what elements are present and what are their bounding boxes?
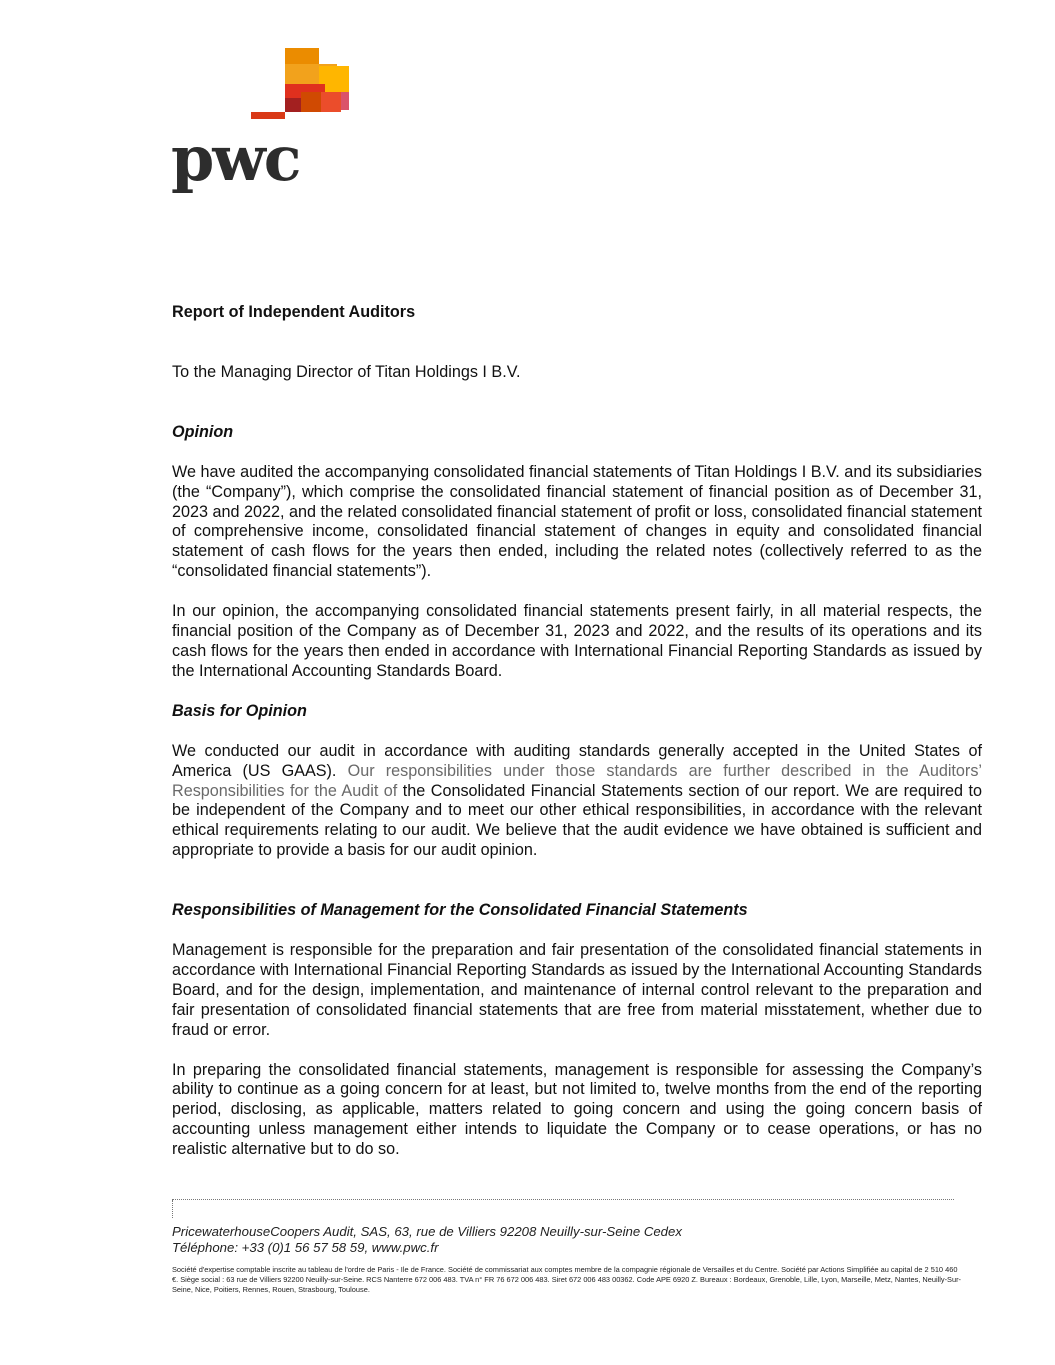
basis-heading: Basis for Opinion: [172, 701, 307, 720]
footer-legal-text: Société d'expertise comptable inscrite au tableau de l'ordre de Paris - Ile de France. Société de commissariat aux comptes membre de la compagnie régionale de Versailles et du Centre. Société par Actions Simplifiée au capital de 2 510 460 €. Siège social : 63 rue de Villiers 92200 Neuilly-sur-Seine. RCS Nanterre 672 006 483. TVA n° FR 76 672 006 483. Siret 672 006 483 00362. Code APE 6920 Z. Bureaux : Bordeaux, Grenoble, Lille, Lyon, Marseille, Metz, Nantes, Neuilly-Sur-Seine, Nice, Poitiers, Rennes, Rouen, Strasbourg, Toulouse.: [172, 1265, 961, 1294]
basis-text-part2: Our responsibilities under those standards are further described in the Auditors’ Responsibilities for the Audit of: [172, 761, 983, 800]
logo-block-orange: [301, 92, 321, 112]
report-addressee: To the Managing Director of Titan Holdings I B.V.: [172, 362, 521, 381]
footer-address-line1: PricewaterhouseCoopers Audit, SAS, 63, rue de Villiers 92208 Neuilly-sur-Seine Cedex: [172, 1224, 682, 1239]
footer-divider-tick: [172, 1200, 173, 1218]
footer-address: [172, 1224, 682, 1256]
logo-block-dark-red: [285, 98, 301, 112]
logo-block-underline: [251, 112, 285, 119]
footer-divider: [172, 1199, 954, 1200]
basis-text-part3: the Consolidated Financial Statements section of our report. We are required to be independent of the Company and to meet our other ethical responsibilities, in accordance with the relevant ethical requirements relating to our audit. We believe that the audit evidence we have obtained is sufficient and appropriate to provide a basis for our audit opinion.: [172, 781, 982, 860]
pwc-logo: [171, 46, 351, 196]
logo-block-pink: [341, 92, 349, 110]
report-title: Report of Independent Auditors: [172, 303, 416, 321]
management-heading: Responsibilities of Management for the Consolidated Financial Statements: [172, 901, 748, 920]
report-body: [172, 303, 982, 1160]
opinion-paragraph-1: We have audited the accompanying consolidated financial statements of Titan Holdings I B.V. and its subsidiaries (the “Company”), which comprise the consolidated financial statement of financial position as of December 31, 2023 and 2022, and the related consolidated financial statement of profit or loss, consolidated financial statement of comprehensive income, consolidated financial statement of changes in equity and consolidated financial statement of cash flows for the years then ended, including the related notes (collectively referred to as the “consolidated financial statements”).: [172, 462, 982, 581]
opinion-paragraph-2: In our opinion, the accompanying consolidated financial statements present fairly, in all material respects, the financial position of the Company as of December 31, 2023 and 2022, and the results of its operations and its cash flows for the years then ended in accordance with International Financial Reporting Standards as issued by the International Accounting Standards Board.: [172, 602, 982, 680]
logo-block-red-right: [321, 92, 341, 112]
footer-address-line2: Téléphone: +33 (0)1 56 57 58 59, www.pwc.fr: [172, 1240, 439, 1255]
management-paragraph-2: In preparing the consolidated financial statements, management is responsible for assessing the Company’s ability to continue as a going concern for at least, but not limited to, twelve months from the end of the reporting period, disclosing, as applicable, matters related to going concern and using the going concern basis of accounting unless management either intends to liquidate the Company or to cease operations, or has no realistic alternative but to do so.: [172, 1060, 982, 1159]
opinion-heading: Opinion: [172, 422, 234, 441]
logo-block-top: [285, 48, 319, 64]
basis-paragraph: [172, 742, 982, 861]
basis-text-part1: We conducted our audit in accordance with auditing standards generally accepted in the United States of America (US GAAS).: [172, 741, 982, 780]
pwc-logo-blocks: [171, 46, 351, 128]
management-paragraph-1: Management is responsible for the preparation and fair presentation of the consolidated financial statements in accordance with International Financial Reporting Standards as issued by the International Accounting Standards Board, and for the design, implementation, and maintenance of internal control relevant to the preparation and fair presentation of consolidated financial statements that are free from material misstatement, whether due to fraud or error.: [172, 941, 982, 1039]
logo-wordmark: pwc: [171, 122, 300, 195]
